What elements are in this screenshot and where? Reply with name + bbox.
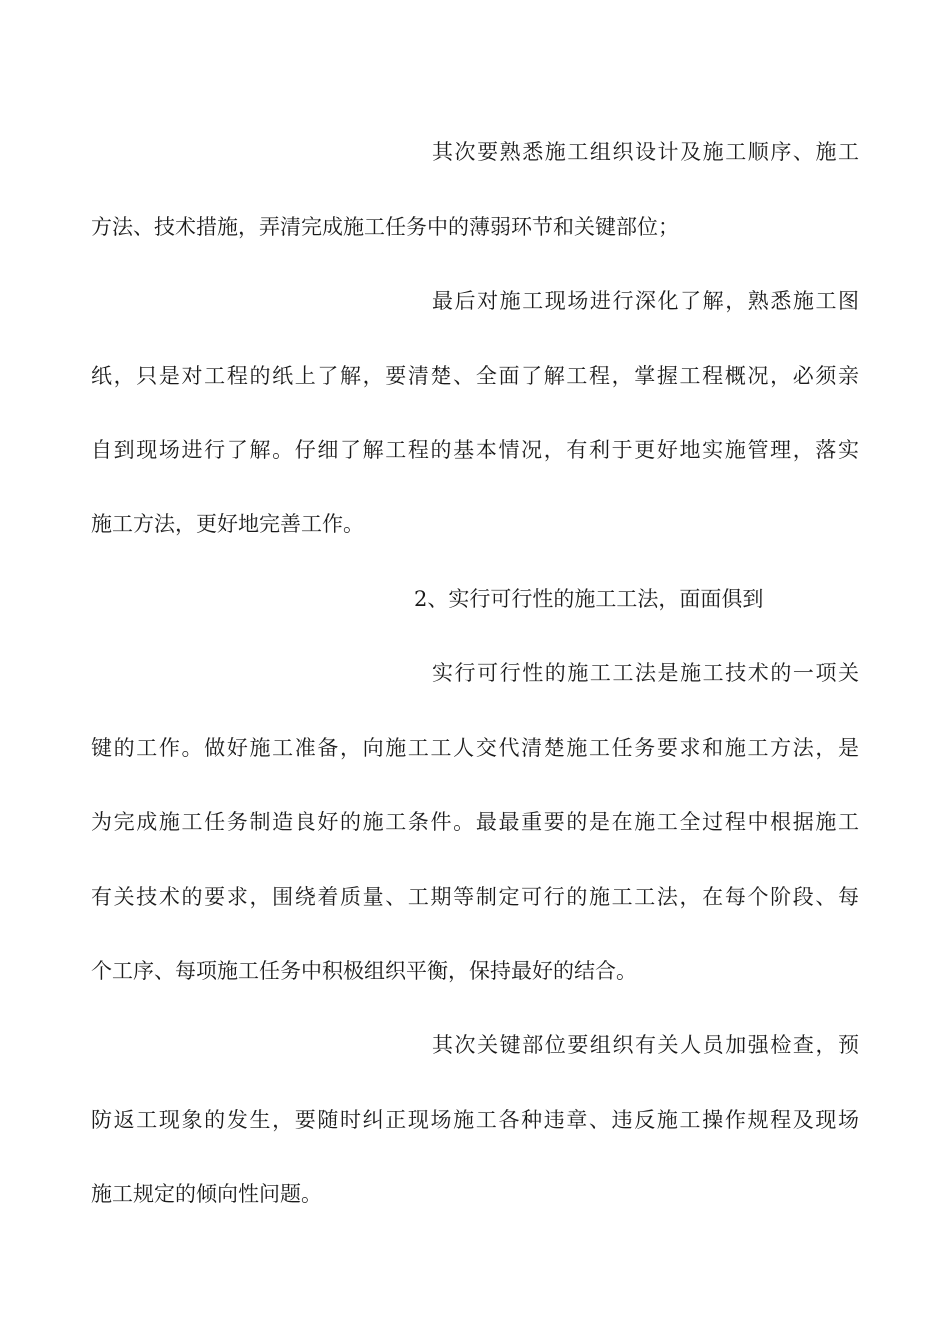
paragraph-3-line-1: 实行可行性的施工工法是施工技术的一项关 bbox=[432, 661, 859, 685]
paragraph-4-line-1: 其次关键部位要组织有关人员加强检查，预 bbox=[432, 1033, 859, 1057]
paragraph-3-line-2: 键的工作。做好施工准备，向施工工人交代清楚施工任务要求和施工方法，是 bbox=[91, 736, 859, 760]
paragraph-3-line-3: 为完成施工任务制造良好的施工条件。最最重要的是在施工全过程中根据施工 bbox=[91, 810, 859, 834]
paragraph-2-line-4: 施工方法，更好地完善工作。 bbox=[91, 512, 364, 536]
paragraph-4-line-3: 施工规定的倾向性问题。 bbox=[91, 1182, 322, 1206]
section-heading: 2、实行可行性的施工工法，面面俱到 bbox=[414, 587, 764, 611]
paragraph-2-line-2: 纸，只是对工程的纸上了解，要清楚、全面了解工程，掌握工程概况，必须亲 bbox=[91, 364, 859, 388]
paragraph-2-line-3: 自到现场进行了解。仔细了解工程的基本情况，有利于更好地实施管理，落实 bbox=[91, 438, 859, 462]
paragraph-2-line-1: 最后对施工现场进行深化了解，熟悉施工图 bbox=[432, 289, 859, 313]
paragraph-1-line-2: 方法、技术措施，弄清完成施工任务中的薄弱环节和关键部位； bbox=[91, 215, 679, 239]
paragraph-3-line-5: 个工序、每项施工任务中积极组织平衡，保持最好的结合。 bbox=[91, 959, 637, 983]
paragraph-1-line-1: 其次要熟悉施工组织设计及施工顺序、施工 bbox=[432, 140, 859, 164]
paragraph-4-line-2: 防返工现象的发生，要随时纠正现场施工各种违章、违反施工操作规程及现场 bbox=[91, 1108, 859, 1132]
paragraph-3-line-4: 有关技术的要求，围绕着质量、工期等制定可行的施工工法，在每个阶段、每 bbox=[91, 885, 859, 909]
